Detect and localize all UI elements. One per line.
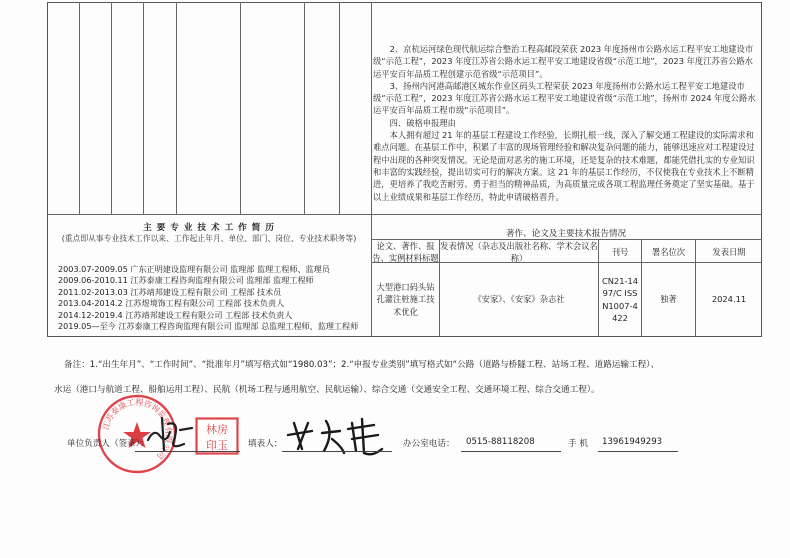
col-header-publication: 发表情况（杂志及出版社名称、学术会议名称） — [440, 240, 598, 263]
mobile-label: 手 机 — [568, 439, 588, 449]
col-divider — [143, 2, 144, 214]
col-divider-main — [371, 2, 372, 337]
mobile-value: 13961949293 — [602, 437, 663, 447]
col-header-rank: 署名位次 — [651, 246, 686, 257]
list-item: 2014.12-2019.4 江苏靖邦建设工程有限公司 工程部 技术负责人 — [58, 309, 293, 320]
col-divider — [339, 2, 340, 214]
col-header-title: 论文、著作、报告、实例材料标题 — [372, 240, 439, 263]
essay-paragraph: 2、京杭运河绿色现代航运综合整治工程高邮段荣获 2023 年度扬州市公路水运工程平安工地建设市级“示范工程”，2023 年度江苏省公路水运工程平安工地建设省级“示范工地”，2023 年度江苏省公路水运平安百年品质工程创建示范省级“示范项目”。 — [373, 44, 754, 79]
list-item: 2013.04-2014.2 江苏煜境饰工程有限公司 工程部 技术负责人 — [58, 298, 285, 309]
list-item: 2009.06-2010.11 江苏泰康工程咨询监理有限公司 监理部 监理工程师 — [58, 275, 314, 286]
remarks-line: 备注：1.“出生年月”、“工作时间”、“批准年月”填写格式如“1980.03”；2.“申报专业类别”填写格式如“公路（道路与桥隧工程、站场工程、道路运输工程）、 — [64, 360, 660, 370]
essay-paragraph: 3、扬州内河港高邮港区城东作业区码头工程荣获 2023 年度扬州市公路水运工程平安工地建设市级“示范工程”，2023 年度江苏省公路水运工程平安工地建设省级“示范工地”，扬州市 2024 年度公路水运平安百年品质工程市级“示范项目”。 — [373, 80, 756, 116]
signature-line — [282, 451, 392, 452]
col-divider — [240, 2, 241, 214]
col-header-date: 发表日期 — [712, 246, 746, 257]
list-item: 2011.02-2013.03 江苏靖邦建设工程有限公司 工程部 技术员 — [58, 286, 282, 297]
table-cell-issn: CN21-1497/C ISSN1007-4422 — [601, 275, 639, 323]
table-cell-title: 大型港口码头钻孔灌注桩施工技术优化 — [376, 281, 435, 317]
filler-label: 填表人： — [248, 439, 283, 449]
essay-reason: 本人拥有超过 21 年的基层工程建设工作经验，长期扎根一线，深入了解交通工程建设的实际需求和难点问题。在基层工作中，积累了丰富的现场管理经验和解决复杂问题的能力，能够迅速应对工程建设过程中出现的各种突发情况。无论是面对恶劣的施工环境，还是复杂的技术难题，都能凭借扎实的专业知识和丰富的实践经验，提出切实可行的解决方案。这 21 年的基层工作经历，不仅使我在专业技术上不断精进，更培养了我吃苦耐劳、勇于担当的精神品质，为高质量完成各项工程监理任务奠定了坚实基础。基于以上业绩成果和基层工作经历，特此申请破格晋升。 — [373, 130, 755, 202]
svg-text:印玉: 印玉 — [206, 439, 228, 452]
seal-text: 江苏泰康工程咨询监理有限公司 — [101, 397, 174, 461]
filler-signature — [282, 413, 392, 459]
svg-text:林房: 林房 — [206, 423, 228, 436]
work-history-subtitle: (重点即从事专业技术工作以来、工作起止年月、单位、部门、岗位、专业技术职务等) — [61, 234, 357, 243]
unit-head-label: 单位负责人（签章）： — [67, 439, 149, 449]
col-divider — [111, 2, 112, 214]
section-rule — [47, 214, 762, 215]
list-item: 2019.05—至今 江苏泰康工程咨询监理有限公司 监理部 总监理工程师、监理工程师 — [58, 321, 359, 332]
mobile-underline — [598, 451, 678, 452]
personal-seal-stamp — [195, 417, 239, 455]
list-item: 2003.07-2009.05 广东正明建设监理有限公司 监理部 监理工程师、监理员 — [58, 264, 330, 274]
unit-head-signature — [140, 410, 200, 454]
breakthrough-essay — [373, 43, 758, 203]
publications-title: 著作、论文及主要技术报告情况 — [505, 229, 627, 239]
office-phone-value: 0515-88118208 — [466, 437, 535, 447]
signature-line — [135, 451, 240, 452]
essay-heading: 四、破格申报理由 — [389, 117, 456, 128]
remarks-line: 水运（港口与航道工程、船舶运用工程）、民航（机场工程与通用航空、民航运输）、综合交通（交通安全工程、交通环境工程、综合交通工程）。 — [54, 385, 600, 395]
phone-underline — [461, 451, 561, 452]
table-cell-rank: 独著 — [660, 294, 677, 305]
col-divider — [176, 2, 177, 214]
table-cell-date: 2024.11 — [711, 294, 747, 305]
work-history-list — [58, 264, 370, 332]
col-divider — [304, 2, 305, 214]
office-phone-label: 办公室电话： — [403, 439, 455, 449]
col-divider — [79, 2, 80, 214]
work-history-title: 主 要 专 业 技 术 工 作 简 历 — [143, 223, 275, 233]
col-header-issn: 刊号 — [611, 246, 629, 257]
table-cell-publication: 《安家》、《安家》杂志社 — [473, 294, 565, 305]
